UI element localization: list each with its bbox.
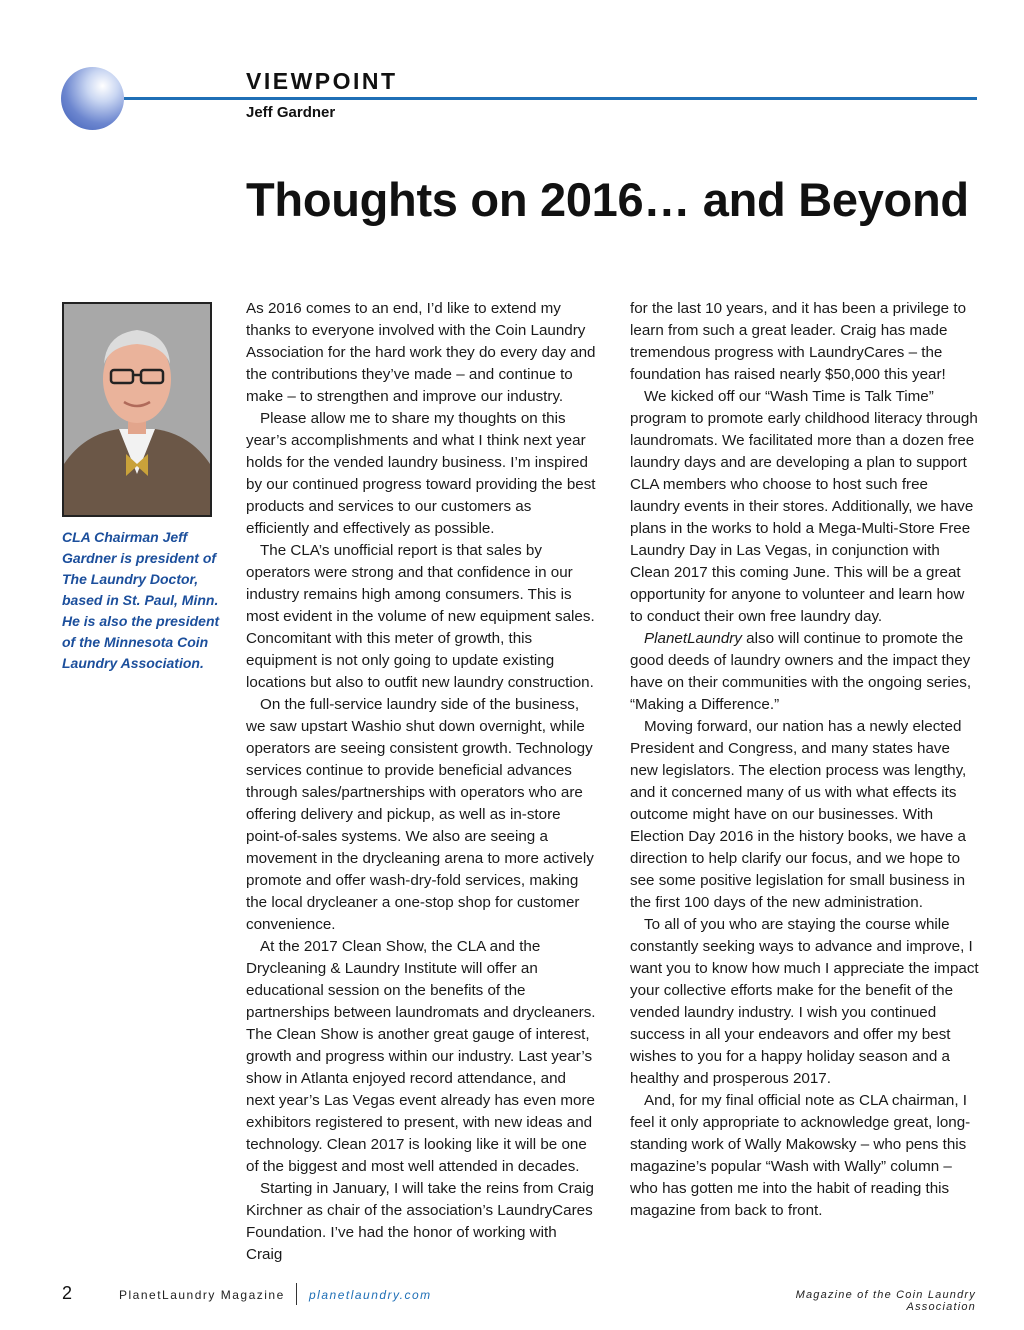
magazine-name: PlanetLaundry (644, 630, 742, 647)
paragraph: Starting in January, I will take the reins from Craig Kirchner as chair of the association’s LaundryCares Foundation. I’ve had the honor of working with Craig (246, 1180, 594, 1263)
paragraph-planetlaundry (630, 628, 980, 716)
footer-divider (296, 1283, 297, 1305)
paragraph: The CLA’s unofficial report is that sales by operators were strong and that confidence in our industry remains high among consumers. This is most evident in the volume of new equipment sales. Concomitant with this meter of growth, this equipment is not only going to update existing locations but also to outfit new laundry construction. (246, 542, 595, 691)
article-column-left (246, 298, 596, 1266)
article-headline: Thoughts on 2016… and Beyond (246, 173, 969, 226)
paragraph: We kicked off our “Wash Time is Talk Time” program to promote early childhood literacy through laundromats. We facilitated more than a dozen free laundry days and are developing a plan to support CLA members who choose to host such free laundry events in their stores. Additionally, we have plans in the works to hold a Mega-Multi-Store Free Laundry Day in Las Vegas, in conjunction with Clean 2017 this coming June. This will be a great opportunity for anyone to volunteer and learn how to conduct their own free laundry day. (630, 388, 978, 625)
paragraph: And, for my final official note as CLA chairman, I feel it only appropriate to acknowledge great, long-standing work of Wally Makowsky – who pens this magazine’s popular “Wash with Wally” column – who has gotten me into the habit of reading this magazine from back to front. (630, 1092, 971, 1219)
paragraph: To all of you who are staying the course while constantly seeking ways to advance and improve, I want you to know how much I appreciate the impact your collective efforts make for the benefit of the vended laundry industry. I wish you continued success in all your endeavors and offer my best wishes to you for a happy holiday season and a healthy and prosperous 2017. (630, 916, 979, 1087)
footer-url-link[interactable]: planetlaundry.com (309, 1288, 432, 1302)
author-photo (62, 302, 212, 517)
paragraph: At the 2017 Clean Show, the CLA and the Drycleaning & Laundry Institute will offer an educational session on the benefits of the partnerships between laundromats and drycleaners. The Clean Show is another great gauge of interest, growth and progress within our industry. Last year’s show in Atlanta enjoyed record attendance, and next year’s Las Vegas event already has even more exhibitors registered to present, with new ideas and technology. Clean 2017 is looking like it will be one of the biggest and most well attended in decades. (246, 938, 596, 1175)
footer-tagline: Magazine of the Coin Laundry Association (795, 1289, 976, 1313)
portrait-illustration (64, 304, 210, 515)
paragraph: Moving forward, our nation has a newly elected President and Congress, and many states have new legislators. The election process was lengthy, and it concerned many of us with what effects its outcome might have on our businesses. With Election Day 2016 in the history books, we have a direction to help clarify our focus, and we hope to see some positive legislation for small business in the first 100 days of the new administration. (630, 718, 967, 911)
header-rule (124, 97, 977, 100)
photo-caption: CLA Chairman Jeff Gardner is president of The Laundry Doctor, based in St. Paul, Minn. He is also the president of the Minnesota Coin Laundry Association. (62, 529, 220, 671)
paragraph: for the last 10 years, and it has been a privilege to learn from such a great leader. Craig has made tremendous progress with LaundryCares – the foundation has raised nearly $50,000 this year! (630, 300, 967, 383)
paragraph: Please allow me to share my thoughts on this year’s accomplishments and what I think next year holds for the vended laundry business. I’m inspired by our continued progress toward providing the best products and services to our customers as efficiently and effectively as possible. (246, 410, 596, 537)
article-column-right (630, 298, 980, 1222)
author-byline: Jeff Gardner (246, 104, 336, 121)
paragraph-text: also will continue to promote the good deeds of laundry owners and the impact they have on their communities with the ongoing series, “Making a Difference.” (630, 630, 972, 713)
section-label: VIEWPOINT (246, 68, 398, 94)
footer-magazine-name: PlanetLaundry Magazine (119, 1288, 285, 1302)
paragraph: As 2016 comes to an end, I’d like to extend my thanks to everyone involved with the Coin Laundry Association for the hard work they do every day and the contributions they’ve made – and continue to make – to strengthen and improve our industry. (246, 300, 596, 405)
paragraph: On the full-service laundry side of the business, we saw upstart Washio shut down overnight, while operators are seeing consistent growth. Technology services continue to provide beneficial advances through sales/partnerships with operators who are offering delivery and pickup, as well as in-store point-of-sales systems. We also are seeing a movement in the drycleaning arena to more actively promote and offer wash-dry-fold services, making the local drycleaner a one-stop shop for customer convenience. (246, 696, 594, 933)
header-orb-graphic (61, 67, 124, 130)
page-number: 2 (62, 1283, 73, 1303)
